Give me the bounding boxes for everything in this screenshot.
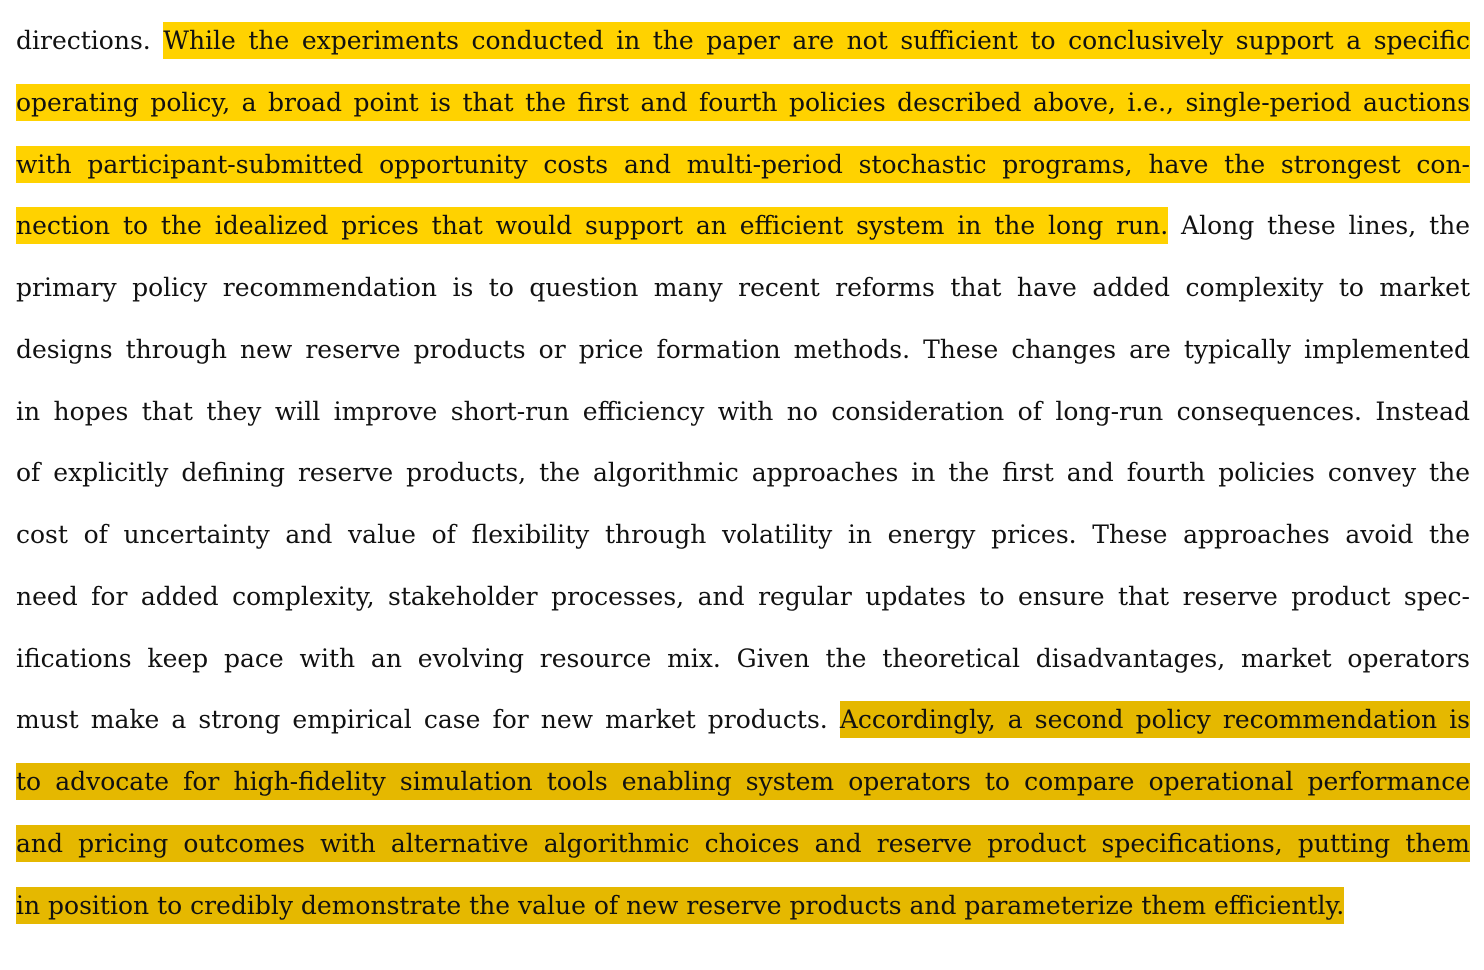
highlighted-text: Accordingly, a second policy recommendation is (840, 701, 1470, 738)
plain-text: must make a strong empirical case for new market products. (16, 705, 828, 735)
plain-text: ifications keep pace with an evolving resource mix. Given the theoretical disadvantages, market operators (16, 643, 1470, 673)
plain-text: cost of uncertainty and value of flexibility through volatility in energy prices. These approaches avoid the (16, 520, 1470, 549)
text-line (16, 257, 1470, 319)
text-line (16, 628, 1470, 690)
plain-text: primary policy recommendation is to question many recent reforms that have added complexity to market (16, 273, 1470, 302)
text-line (16, 504, 1470, 566)
text-line (16, 875, 1470, 937)
text-line (16, 195, 1470, 257)
paragraph (16, 10, 1470, 936)
text-line (16, 751, 1470, 813)
highlighted-text: to advocate for high-fidelity simulation tools enabling system operators to compare operational performance (16, 763, 1470, 800)
plain-text: designs through new reserve products or price formation methods. These changes are typically implemented (16, 334, 1470, 364)
text-line (16, 813, 1470, 875)
text-line (16, 134, 1470, 196)
text-line (16, 381, 1470, 443)
highlighted-text: and pricing outcomes with alternative algorithmic choices and reserve product specifications, putting them (16, 825, 1470, 862)
text-line (16, 566, 1470, 628)
text-line (16, 442, 1470, 504)
highlighted-text: operating policy, a broad point is that the first and fourth policies described above, i.e., single-period auctions (16, 84, 1470, 121)
text-line (16, 10, 1470, 72)
highlighted-text: nection to the idealized prices that would support an efficient system in the long run. (16, 207, 1168, 244)
text-line (16, 72, 1470, 134)
highlighted-text: with participant-submitted opportunity costs and multi-period stochastic programs, have the strongest con- (16, 146, 1470, 183)
plain-text: directions. (16, 26, 151, 55)
plain-text: Along these lines, the (1181, 211, 1471, 241)
text-line (16, 319, 1470, 381)
plain-text: of explicitly defining reserve products, the algorithmic approaches in the first and fourth policies convey the (16, 458, 1470, 488)
plain-text: need for added complexity, stakeholder processes, and regular updates to ensure that reserve product spec- (16, 581, 1470, 611)
highlighted-text: in position to credibly demonstrate the value of new reserve products and parameterize them efficiently. (16, 887, 1344, 924)
plain-text: in hopes that they will improve short-run efficiency with no consideration of long-run consequences. Instead (16, 396, 1470, 426)
text-line (16, 689, 1470, 751)
highlighted-text: While the experiments conducted in the paper are not sufficient to conclusively support a specific (163, 22, 1470, 59)
